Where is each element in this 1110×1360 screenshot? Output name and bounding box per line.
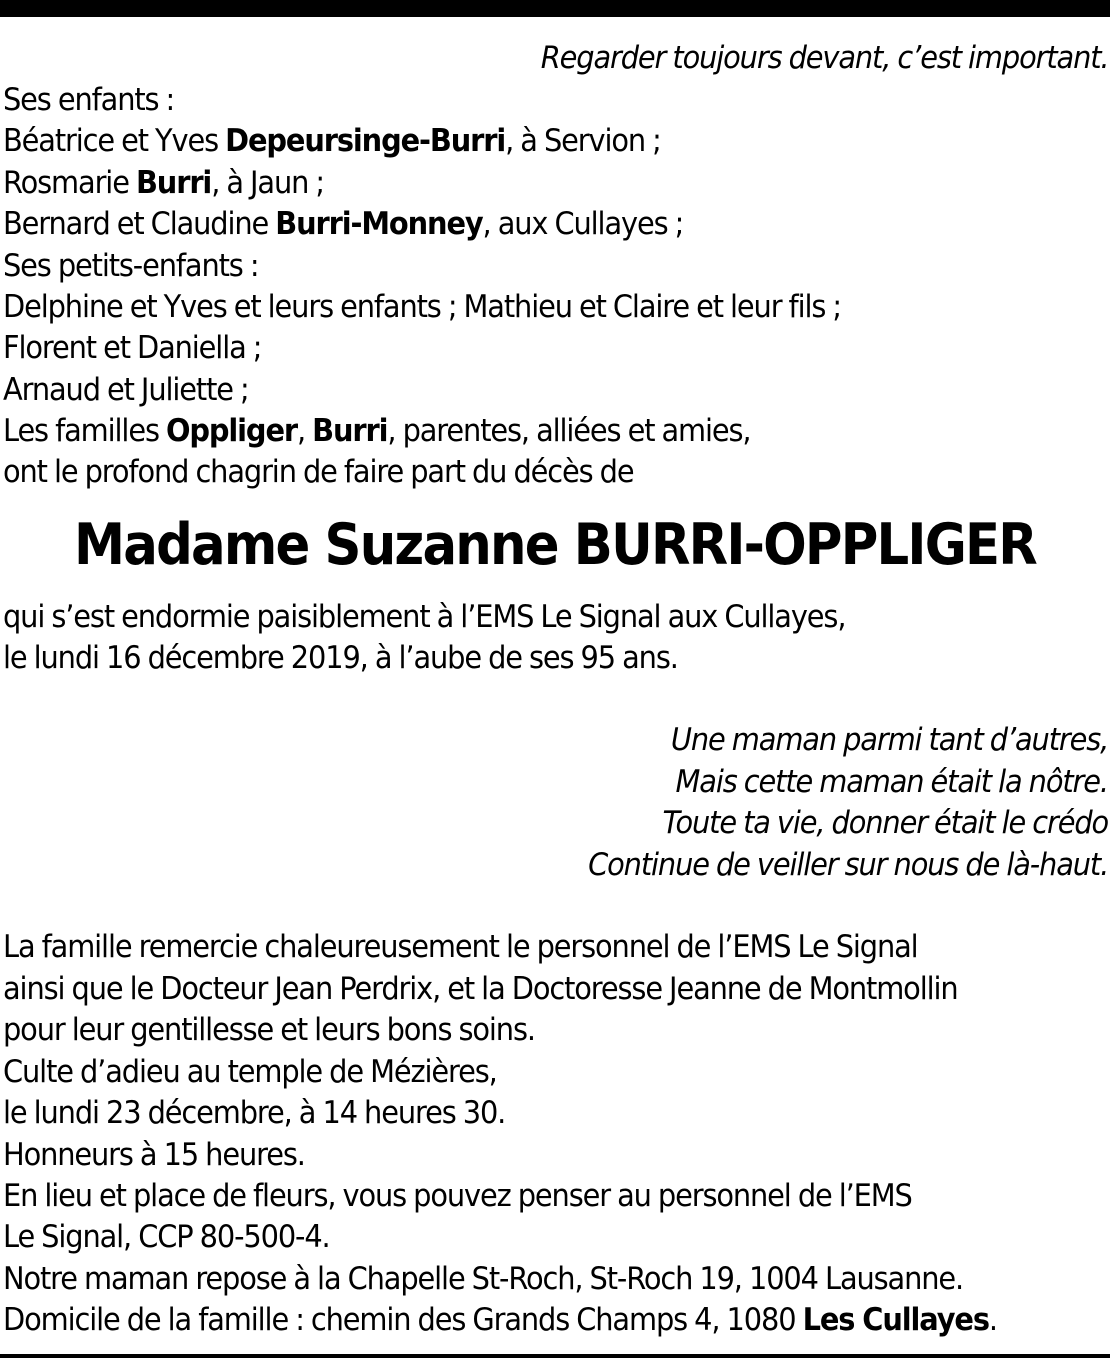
child-1-place: , à Servion ; [505, 123, 661, 159]
families-line [3, 411, 750, 452]
poem-line-3: Toute ta vie, donner était le crédo [662, 805, 1108, 841]
thanks-line-1: La famille remercie chaleureusement le personnel de l’EMS Le Signal [3, 929, 918, 965]
grandchildren-line-2: Florent et Daniella ; [3, 330, 262, 366]
donation-line-1: En lieu et place de fleurs, vous pouvez penser au personnel de l’EMS [3, 1178, 912, 1214]
child-3-names: Bernard et Claudine [3, 206, 276, 242]
grandchildren-line-1: Delphine et Yves et leurs enfants ; Mathieu et Claire et leur fils ; [3, 289, 842, 325]
service-line-2: le lundi 23 décembre, à 14 heures 30. [3, 1095, 506, 1131]
child-line-2 [3, 163, 324, 204]
child-line-1 [3, 121, 661, 162]
address-prefix: Domicile de la famille : chemin des Grands Champs 4, 1080 [3, 1302, 803, 1338]
rest-line: Notre maman repose à la Chapelle St-Roch, St-Roch 19, 1004 Lausanne. [3, 1261, 964, 1297]
death-details-line-1: qui s’est endormie paisiblement à l’EMS Le Signal aux Cullayes, [3, 599, 846, 635]
address-suffix: . [988, 1302, 997, 1338]
family-name-2: Burri [312, 413, 388, 449]
poem-line-4: Continue de veiller sur nous de là-haut. [587, 847, 1108, 883]
child-3-place: , aux Cullayes ; [482, 206, 684, 242]
grandchildren-heading: Ses petits-enfants : [3, 248, 259, 284]
deceased-name: Madame Suzanne BURRI-OPPLIGER [74, 512, 1036, 578]
address-line [3, 1300, 997, 1341]
families-suffix: , parentes, alliées et amies, [387, 413, 751, 449]
grandchildren-line-3: Arnaud et Juliette ; [3, 372, 249, 408]
family-name-1: Oppliger [165, 413, 297, 449]
child-3-surname: Burri-Monney [275, 206, 483, 242]
child-2-names: Rosmarie [3, 165, 136, 201]
thanks-line-3: pour leur gentillesse et leurs bons soins. [3, 1012, 535, 1048]
child-1-surname: Depeursinge-Burri [225, 123, 506, 159]
announcement-line: ont le profond chagrin de faire part du décès de [3, 454, 634, 490]
child-2-surname: Burri [135, 165, 212, 201]
motto: Regarder toujours devant, c’est important. [540, 40, 1108, 76]
children-heading: Ses enfants : [3, 82, 175, 118]
bottom-border-rule [0, 1354, 1110, 1358]
top-border-rule [0, 0, 1110, 17]
death-details-line-2: le lundi 16 décembre 2019, à l’aube de ses 95 ans. [3, 640, 678, 676]
donation-line-2: Le Signal, CCP 80-500-4. [3, 1219, 330, 1255]
address-place: Les Cullayes [802, 1302, 989, 1338]
child-line-3 [3, 204, 683, 245]
honours-line: Honneurs à 15 heures. [3, 1137, 305, 1173]
service-line-1: Culte d’adieu au temple de Mézières, [3, 1054, 497, 1090]
poem-line-1: Une maman parmi tant d’autres, [670, 722, 1108, 758]
families-separator: , [296, 413, 313, 449]
child-2-place: , à Jaun ; [211, 165, 324, 201]
families-prefix: Les familles [3, 413, 166, 449]
poem-line-2: Mais cette maman était la nôtre. [675, 764, 1108, 800]
child-1-names: Béatrice et Yves [3, 123, 226, 159]
thanks-line-2: ainsi que le Docteur Jean Perdrix, et la Doctoresse Jeanne de Montmollin [3, 971, 958, 1007]
